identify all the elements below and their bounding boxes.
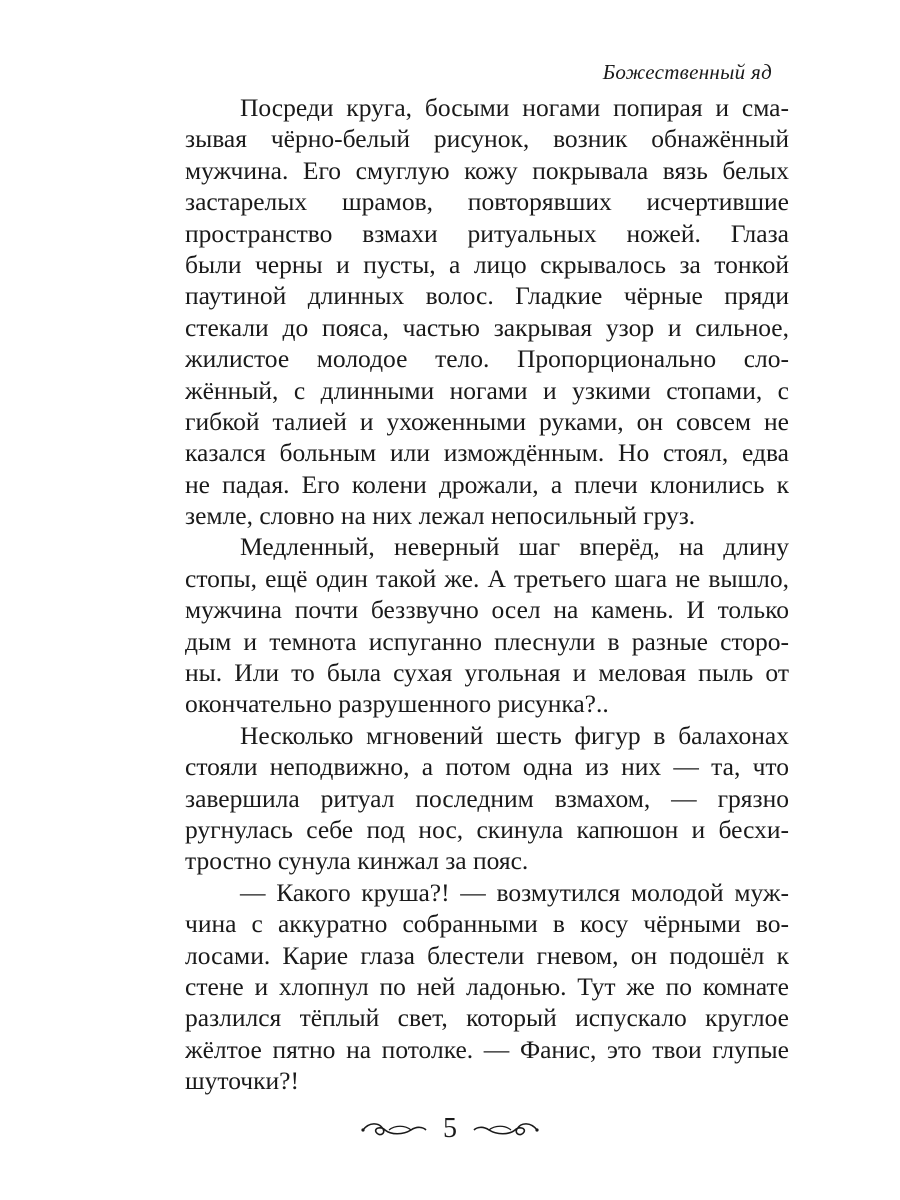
page-footer (0, 1115, 900, 1143)
text-line: чина с аккуратно собранными в косу чёрными во- (185, 909, 789, 939)
page-number: 5 (443, 1113, 457, 1144)
text-line: мужчина почти беззвучно осел на камень. И только (185, 595, 789, 625)
text-line: не падая. Его колени дрожали, а плечи клонились к (185, 469, 789, 499)
text-line: жённый, с длинными ногами и узкими стопами, с (185, 375, 789, 405)
text-line: окончательно разрушенного рисунка?.. (185, 689, 609, 719)
text-line: Медленный, неверный шаг вперёд, на длину (240, 532, 789, 562)
text-line: гибкой талией и ухоженными руками, он совсем не (185, 406, 789, 436)
left-flourish-icon (359, 1118, 429, 1140)
text-line: паутиной длинных волос. Гладкие чёрные пряди (185, 281, 789, 311)
text-line: стене и хлопнул по ней ладонью. Тут же по комнате (185, 971, 789, 1001)
text-line: завершила ритуал последним взмахом, — грязно (185, 783, 789, 813)
text-line: зывая чёрно-белый рисунок, возник обнажённый (185, 124, 789, 154)
text-line: разлился тёплый свет, который испускало круглое (185, 1003, 789, 1033)
text-line: земле, словно на них лежал непосильный груз. (185, 501, 696, 531)
text-line: были черны и пусты, а лицо скрывалось за тонкой (185, 249, 789, 279)
text-line: лосами. Карие глаза блестели гневом, он подошёл к (185, 940, 789, 970)
text-line: стекали до пояса, частью закрывая узор и сильное, (185, 312, 789, 342)
text-line: тростно сунула кинжал за пояс. (185, 846, 529, 876)
text-line: жилистое молодое тело. Пропорционально сло- (185, 344, 789, 374)
text-line: дым и темнота испуганно плеснули в разные сторо- (185, 626, 789, 656)
text-line: ругнулась себе под нос, скинула капюшон и бесхи- (185, 814, 789, 844)
text-line: застарелых шрамов, повторявших исчертившие (185, 187, 789, 217)
body-text (185, 92, 789, 1097)
text-line: шуточки?! (185, 1066, 299, 1096)
text-line: — Какого круша?! — возмутился молодой муж- (240, 877, 789, 907)
text-line: мужчина. Его смуглую кожу покрывала вязь белых (185, 155, 789, 185)
text-line: Посреди круга, босыми ногами попирая и сма- (240, 93, 789, 122)
running-header: Божественный яд (602, 60, 772, 84)
text-line: ны. Или то была сухая угольная и меловая пыль от (185, 658, 789, 688)
text-line: Несколько мгновений шесть фигур в балахонах (240, 720, 789, 750)
text-line: жёлтое пятно на потолке. — Фанис, это твои глупые (185, 1034, 789, 1064)
text-line: казался больным или измождённым. Но стоял, едва (185, 438, 789, 468)
text-line: пространство взмахи ритуальных ножей. Глаза (185, 218, 789, 248)
text-line: стопы, ещё один такой же. А третьего шага не вышло, (185, 563, 789, 593)
right-flourish-icon (471, 1118, 541, 1140)
text-line: стояли неподвижно, а потом одна из них — та, что (185, 752, 789, 782)
